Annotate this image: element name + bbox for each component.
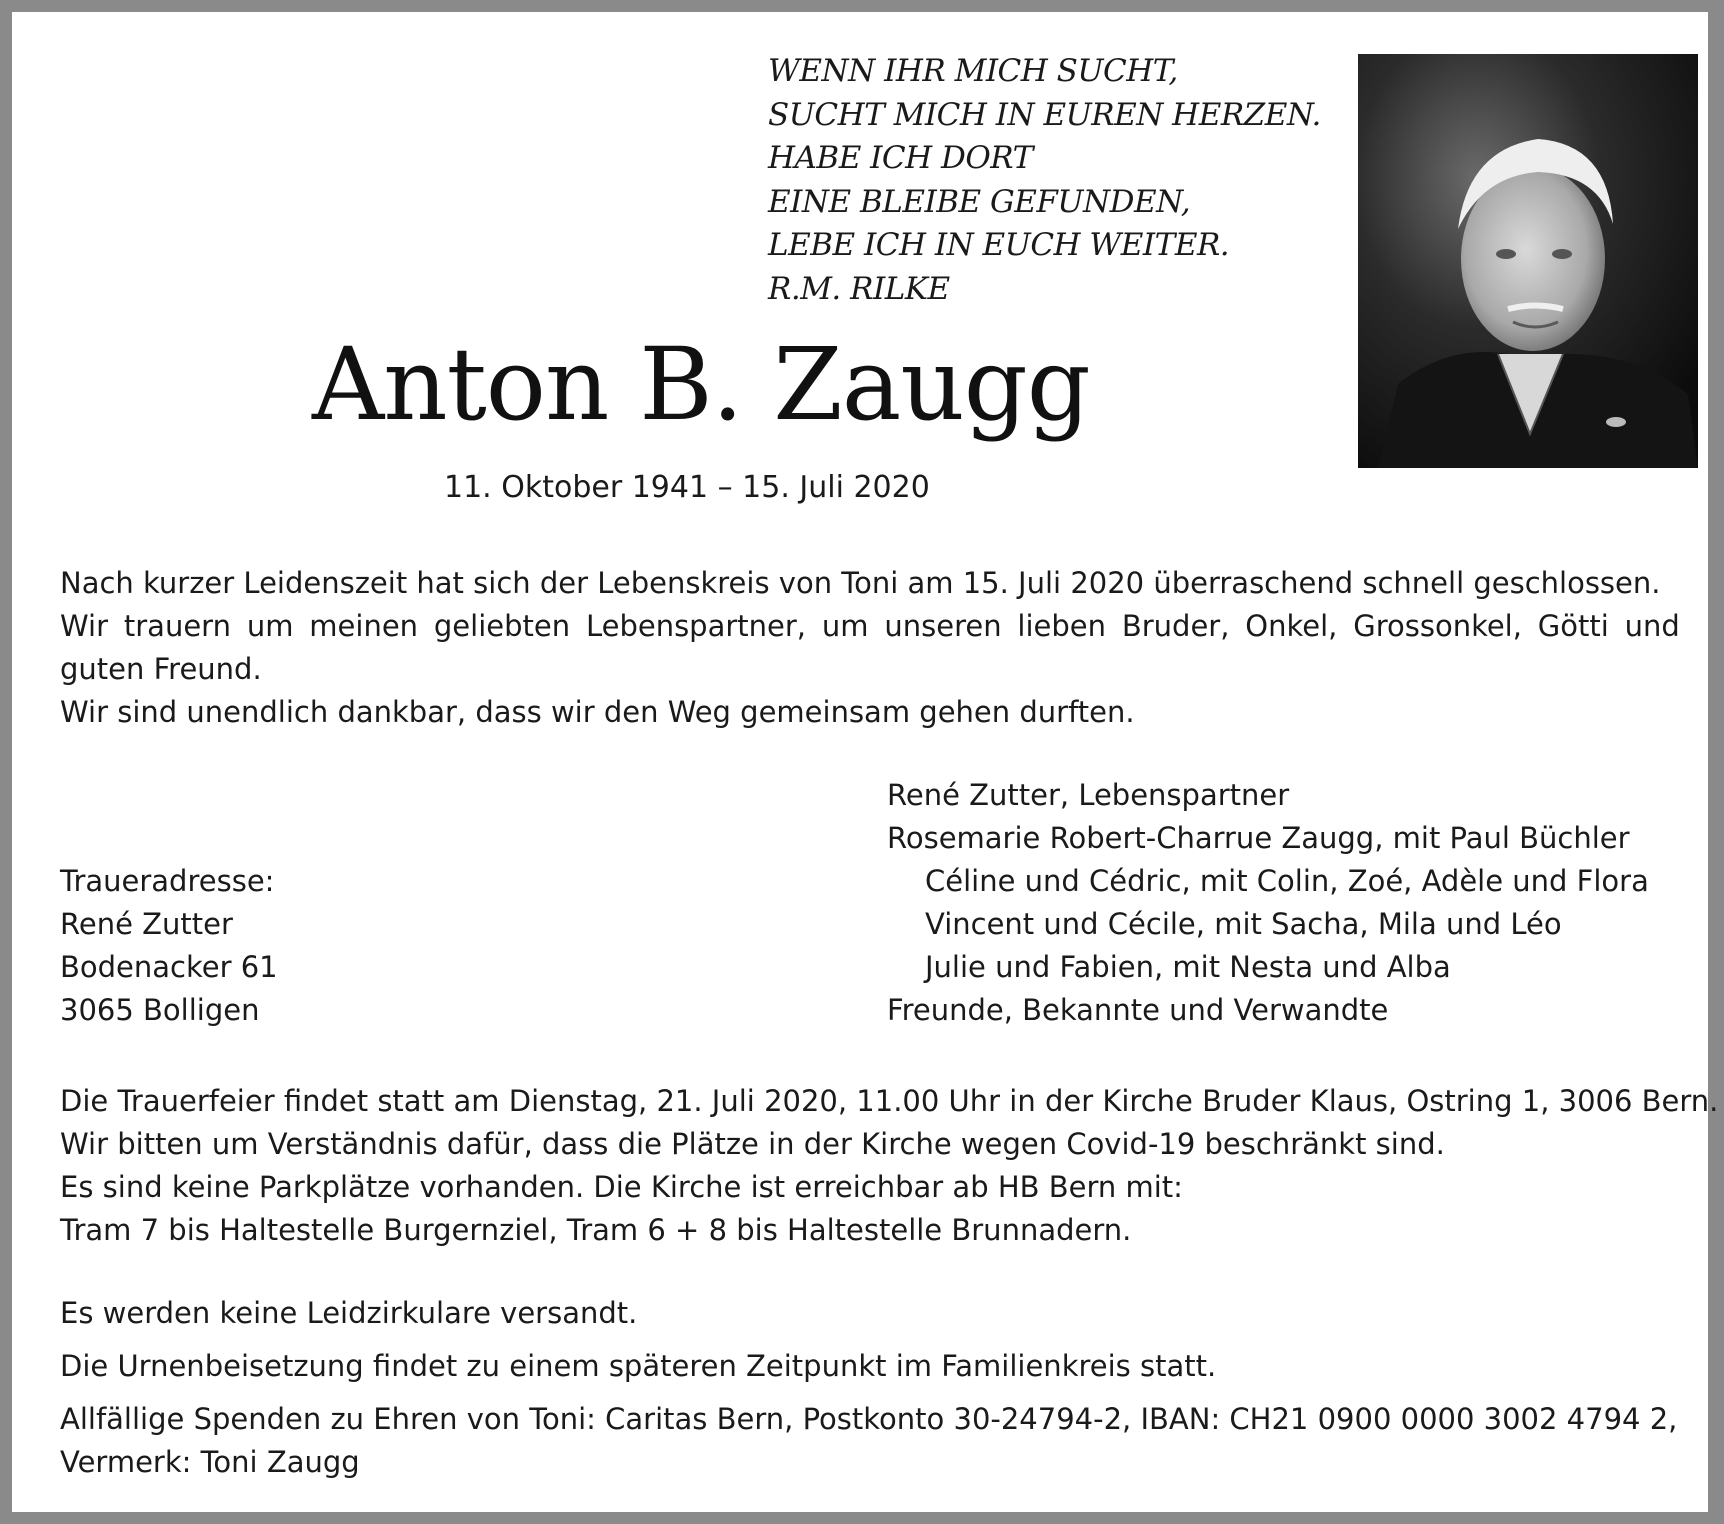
address-street: Bodenacker 61	[60, 950, 278, 984]
mourning-address	[60, 860, 278, 1032]
urn-line: Die Urnenbeisetzung findet zu einem späteren Zeitpunkt im Familienkreis statt.	[60, 1349, 1217, 1383]
ceremony-line: Tram 7 bis Haltestelle Burgernziel, Tram 6 + 8 bis Haltestelle Brunnadern.	[60, 1213, 1132, 1247]
quote-line: WENN IHR MICH SUCHT,	[768, 53, 1178, 89]
intro-word: Götti	[1537, 609, 1609, 643]
intro-justified-line	[60, 605, 1680, 648]
circulars-line: Es werden keine Leidzirkulare versandt.	[60, 1296, 638, 1330]
urn-note	[60, 1345, 1680, 1388]
ceremony-line: Die Trauerfeier findet statt am Dienstag, 21. Juli 2020, 11.00 Uhr in der Kirche Bruder Klaus, Ostring 1, 3006 Bern.	[60, 1084, 1719, 1118]
family-others: Freunde, Bekannte und Verwandte	[887, 993, 1389, 1027]
family-kids-line: Julie und Fabien, mit Nesta und Alba	[925, 950, 1451, 984]
ceremony-paragraph	[60, 1080, 1719, 1252]
intro-word: und	[1624, 609, 1680, 643]
ceremony-line: Es sind keine Parkplätze vorhanden. Die Kirche ist erreichbar ab HB Bern mit:	[60, 1170, 1183, 1204]
obituary-page	[12, 12, 1719, 1512]
address-name: René Zutter	[60, 907, 233, 941]
donations-line: Vermerk: Toni Zaugg	[60, 1445, 360, 1479]
rilke-quote	[768, 50, 1321, 311]
quote-line: HABE ICH DORT	[768, 140, 1033, 176]
intro-word: unseren	[884, 609, 1002, 643]
ceremony-line: Wir bitten um Verständnis dafür, dass die Plätze in der Kirche wegen Covid-19 beschränkt sind.	[60, 1127, 1445, 1161]
family-kids-line: Céline und Cédric, mit Colin, Zoé, Adèle und Flora	[925, 864, 1649, 898]
intro-word: lieben	[1017, 609, 1107, 643]
circulars-note	[60, 1292, 1680, 1335]
deceased-name: Anton B. Zaugg	[312, 326, 1090, 443]
intro-line: Wir sind unendlich dankbar, dass wir den Weg gemeinsam gehen durften.	[60, 695, 1135, 729]
quote-line: SUCHT MICH IN EUREN HERZEN.	[768, 96, 1321, 133]
family-partner: René Zutter, Lebenspartner	[887, 778, 1290, 812]
family-kids-line: Vincent und Cécile, mit Sacha, Mila und Léo	[925, 907, 1562, 941]
intro-word: geliebten	[433, 609, 571, 643]
intro-word: Wir	[60, 609, 109, 643]
intro-word: meinen	[309, 609, 419, 643]
intro-word: Grossonkel,	[1353, 609, 1522, 643]
intro-line: Nach kurzer Leidenszeit hat sich der Lebenskreis von Toni am 15. Juli 2020 überraschend schnell geschlossen.	[60, 566, 1661, 600]
quote-line: EINE BLEIBE GEFUNDEN,	[768, 183, 1191, 220]
donations-note	[60, 1398, 1680, 1484]
intro-word: Bruder,	[1121, 609, 1230, 643]
family-signatories	[887, 774, 1649, 1032]
intro-word: Lebenspartner,	[585, 609, 807, 643]
intro-word: um	[821, 609, 869, 643]
intro-word: Onkel,	[1245, 609, 1338, 643]
portrait-illustration	[1358, 54, 1698, 468]
intro-paragraph	[60, 562, 1680, 734]
family-sister: Rosemarie Robert-Charrue Zaugg, mit Paul Büchler	[887, 821, 1630, 855]
intro-line: guten Freund.	[60, 652, 262, 686]
intro-word: um	[246, 609, 294, 643]
donations-line: Allfällige Spenden zu Ehren von Toni: Caritas Bern, Postkonto 30-24794-2, IBAN: CH21 0900 0000 3002 4794 2,	[60, 1402, 1678, 1436]
portrait-photo	[1358, 54, 1698, 468]
intro-word: trauern	[123, 609, 231, 643]
address-city: 3065 Bolligen	[60, 993, 260, 1027]
quote-author: R.M. RILKE	[768, 270, 950, 307]
address-label: Traueradresse:	[60, 864, 275, 898]
life-dates: 11. Oktober 1941 – 15. Juli 2020	[444, 470, 930, 505]
quote-line: LEBE ICH IN EUCH WEITER.	[768, 227, 1230, 263]
